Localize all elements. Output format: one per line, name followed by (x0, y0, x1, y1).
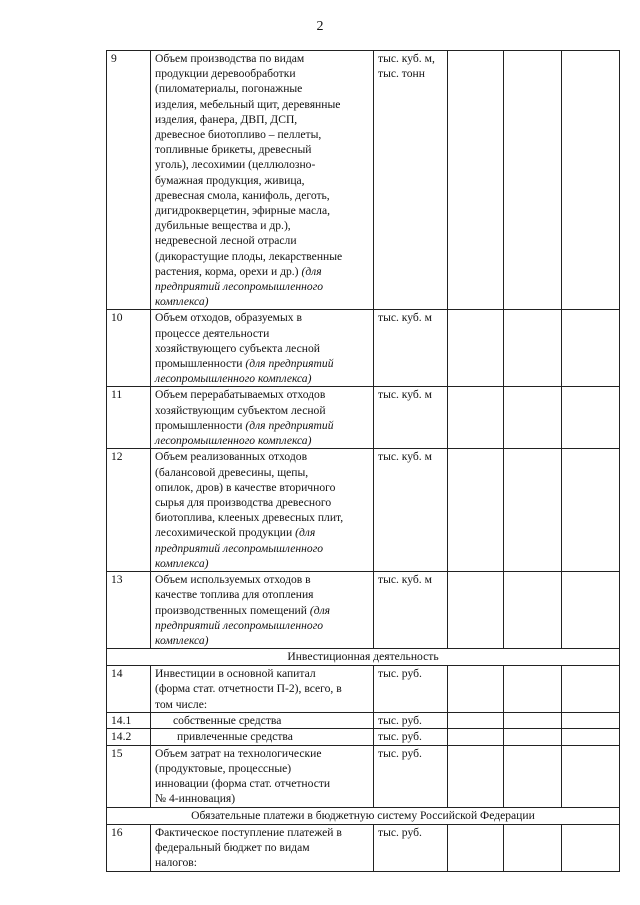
section-header-investment (107, 649, 620, 666)
section-header-payments (107, 807, 620, 824)
value-cell (562, 729, 620, 745)
row-description (151, 387, 374, 449)
value-cell (448, 387, 504, 449)
row-number: 10 (107, 310, 151, 387)
row-number: 11 (107, 387, 151, 449)
row-unit: тыс. руб. (374, 729, 448, 745)
table-row-10 (107, 310, 620, 387)
table-row-12 (107, 449, 620, 572)
value-cell (448, 449, 504, 572)
table-row-13 (107, 572, 620, 649)
value-cell (448, 51, 504, 310)
row-unit: тыс. куб. м (374, 310, 448, 387)
value-cell (448, 310, 504, 387)
value-cell (448, 572, 504, 649)
row-description: Инвестиции в основной капитал (форма стат. отчетности П-2), всего, в том числе: (151, 666, 374, 713)
table-row-14-1 (107, 713, 620, 729)
row-number: 15 (107, 745, 151, 807)
row-number: 14.1 (107, 713, 151, 729)
row-unit: тыс. куб. м (374, 572, 448, 649)
value-cell (448, 713, 504, 729)
value-cell (504, 824, 562, 871)
value-cell (562, 310, 620, 387)
value-cell (562, 51, 620, 310)
row-text: Объем используемых отходов в качестве топлива для отопления производственных помещений (155, 573, 314, 617)
value-cell (448, 824, 504, 871)
value-cell (504, 745, 562, 807)
row-note: (для предприятий лесопромышленного комплекса) (155, 357, 334, 386)
row-text: Объем перерабатываемых отходов хозяйствующим субъектом лесной промышленности (155, 388, 326, 432)
value-cell (504, 572, 562, 649)
row-text: Объем отходов, образуемых в процессе деятельности хозяйствующего субъекта лесной промышленности (155, 311, 320, 371)
row-unit: тыс. руб. (374, 745, 448, 807)
value-cell (448, 666, 504, 713)
value-cell (562, 387, 620, 449)
page-number: 2 (316, 19, 324, 34)
row-text: Объем реализованных отходов (балансовой древесины, щепы, опилок, дров) в качестве вторичного сырья для производства древесного биотоплива, клееных древесных плит, лесохимической продукции (155, 450, 344, 540)
row-number: 9 (107, 51, 151, 310)
value-cell (562, 666, 620, 713)
row-unit: тыс. руб. (374, 713, 448, 729)
value-cell (504, 666, 562, 713)
value-cell (504, 387, 562, 449)
row-unit: тыс. руб. (374, 666, 448, 713)
row-note: (для предприятий лесопромышленного комплекса) (155, 603, 331, 647)
value-cell (504, 729, 562, 745)
value-cell (562, 713, 620, 729)
value-cell (504, 713, 562, 729)
row-description (151, 449, 374, 572)
row-description: привлеченные средства (151, 729, 374, 745)
row-unit: тыс. куб. м (374, 449, 448, 572)
row-note: (для предприятий лесопромышленного комплекса) (155, 526, 324, 570)
row-description: собственные средства (151, 713, 374, 729)
row-description: Объем затрат на технологические (продуктовые, процессные) инновации (форма стат. отчетности № 4-инновация) (151, 745, 374, 807)
row-unit: тыс. руб. (374, 824, 448, 871)
row-number: 13 (107, 572, 151, 649)
value-cell (562, 572, 620, 649)
value-cell (448, 729, 504, 745)
row-description (151, 51, 374, 310)
value-cell (504, 310, 562, 387)
value-cell (562, 449, 620, 572)
table-row-14 (107, 666, 620, 713)
table-row-15 (107, 745, 620, 807)
row-description (151, 572, 374, 649)
row-description: Фактическое поступление платежей в федеральный бюджет по видам налогов: (151, 824, 374, 871)
value-cell (504, 449, 562, 572)
value-cell (562, 824, 620, 871)
row-note: (для предприятий лесопромышленного комплекса) (155, 264, 324, 309)
value-cell (504, 51, 562, 310)
table-row-11 (107, 387, 620, 449)
row-number: 12 (107, 449, 151, 572)
row-description (151, 310, 374, 387)
indicators-table (106, 50, 620, 872)
table-row-16 (107, 824, 620, 871)
row-number: 14.2 (107, 729, 151, 745)
value-cell (562, 745, 620, 807)
row-unit: тыс. куб. м (374, 387, 448, 449)
section-title: Обязательные платежи в бюджетную систему Российской Федерации (107, 807, 620, 824)
row-number: 16 (107, 824, 151, 871)
row-unit: тыс. куб. м, тыс. тонн (374, 51, 448, 310)
value-cell (448, 745, 504, 807)
row-number: 14 (107, 666, 151, 713)
table-row-14-2 (107, 729, 620, 745)
table-row-9 (107, 51, 620, 310)
row-note: (для предприятий лесопромышленного комплекса) (155, 418, 334, 448)
section-title: Инвестиционная деятельность (107, 649, 620, 666)
row-text: Объем производства по видам продукции деревообработки (пиломатериалы, погонажные изделия, мебельный щит, деревянные изделия, фанера, ДВП, ДСП, древесное биотопливо – пеллеты, топливные брикеты, древесный уголь), лесохимии (целлюлозно- бумажная продукция, живица, древесная смола, канифоль, деготь, дигидрокверцетин, эфирные масла, дубильные вещества и др.), недревесной лесной отрасли (дикорастущие плоды, лекарственные растения, корма, орехи и др.) (155, 52, 343, 278)
